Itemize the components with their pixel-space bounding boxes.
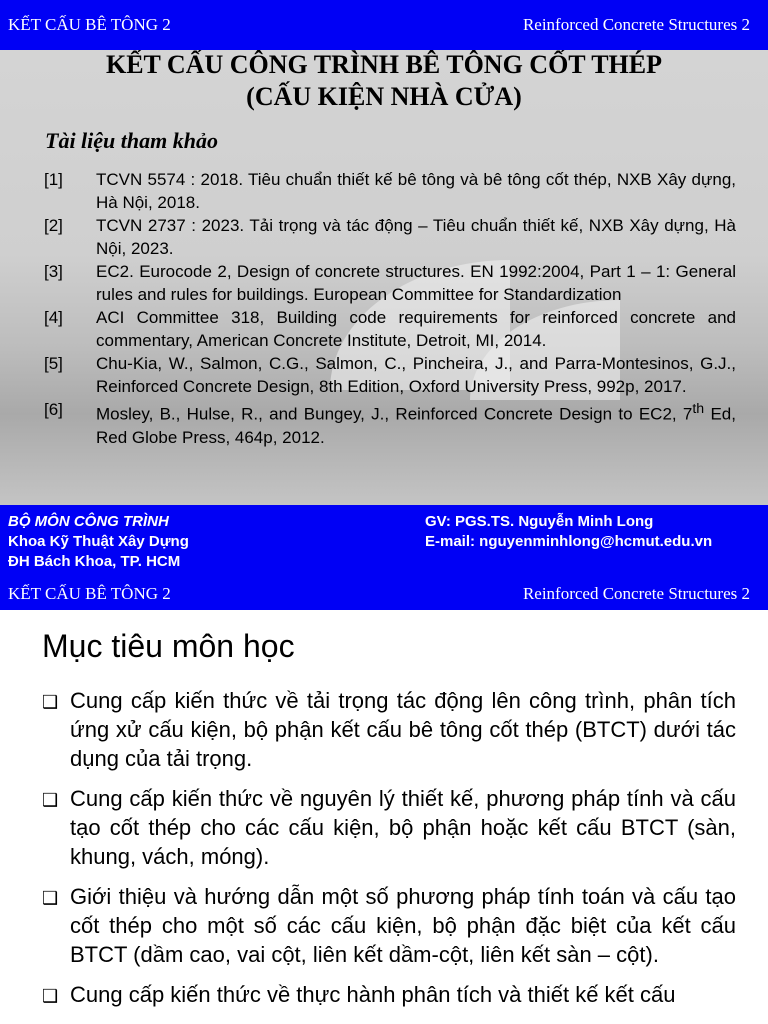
checkbox-bullet-icon: ❑ <box>42 986 59 1006</box>
reference-item <box>44 260 736 306</box>
department: BỘ MÔN CÔNG TRÌNH <box>8 513 169 530</box>
ref-text: ACI Committee 318, Building code requirements for reinforced concrete and commentary, American Concrete Institute, Detroit, MI, 2014. <box>96 308 736 350</box>
ref-number: [3] <box>44 262 63 281</box>
ref-text-part: Ed, Red Globe Press, 464p, 2012. <box>96 404 736 447</box>
ref-number: [1] <box>44 170 63 189</box>
slide-title: Mục tiêu môn học <box>42 628 295 664</box>
checkbox-bullet-icon: ❑ <box>42 692 59 712</box>
goal-text: Giới thiệu và hướng dẫn một số phương pháp tính toán và cấu tạo cốt thép cho một số các cấu kiện, bộ phận đặc biệt của kết cấu BTCT (dầm cao, vai cột, liên kết dầm-cột, liên kết sàn – cột). <box>70 884 736 967</box>
goal-text: Cung cấp kiến thức về nguyên lý thiết kế, phương pháp tính và cấu tạo cốt thép cho các cấu kiện, bộ phận hoặc kết cấu BTCT (sàn, khung, vách, móng). <box>70 786 736 869</box>
reference-item <box>44 168 736 214</box>
ref-number: [4] <box>44 308 63 327</box>
slide-references <box>0 50 768 505</box>
university: ĐH Bách Khoa, TP. HCM <box>8 553 181 570</box>
course-title-en: Reinforced Concrete Structures 2 <box>522 15 750 34</box>
lecturer: GV: PGS.TS. Nguyễn Minh Long <box>425 513 654 530</box>
slide-subtitle: (CẤU KIỆN NHÀ CỬA) <box>246 82 522 111</box>
checkbox-bullet-icon: ❑ <box>42 888 59 908</box>
ref-text: Chu-Kia, W., Salmon, C.G., Salmon, C., Pincheira, J., and Parra-Montesinos, G.J., Reinforced Concrete Design, 8th Edition, Oxford University Press, 992p, 2017. <box>96 354 736 396</box>
reference-item <box>44 214 736 260</box>
checkbox-bullet-icon: ❑ <box>42 790 59 810</box>
goal-item <box>42 980 736 1011</box>
ref-text <box>96 398 736 449</box>
ref-number: [2] <box>44 216 63 235</box>
goal-item <box>42 686 736 773</box>
goal-list <box>42 686 736 1022</box>
ref-number: [5] <box>44 354 63 373</box>
course-title-vn: KẾT CẤU BÊ TÔNG 2 <box>8 15 171 34</box>
ref-text: TCVN 2737 : 2023. Tải trọng và tác động – Tiêu chuẩn thiết kế, NXB Xây dựng, Hà Nội, 2023. <box>96 216 736 258</box>
faculty: Khoa Kỹ Thuật Xây Dựng <box>8 533 189 550</box>
ref-text-part: Mosley, B., Hulse, R., and Bungey, J., Reinforced Concrete Design to EC2, 7 <box>96 404 693 424</box>
slide-footer <box>0 505 768 578</box>
reference-list <box>44 168 736 449</box>
goal-text: Cung cấp kiến thức về thực hành phân tích và thiết kế kết cấu <box>70 982 676 1007</box>
ref-text: TCVN 5574 : 2018. Tiêu chuẩn thiết kế bê tông và bê tông cốt thép, NXB Xây dựng, Hà Nội, 2018. <box>96 170 736 212</box>
slide-header <box>0 578 768 610</box>
goal-item <box>42 784 736 871</box>
slide-header <box>0 0 768 50</box>
email: E-mail: nguyenminhlong@hcmut.edu.vn <box>425 533 713 550</box>
slide-title: KẾT CẤU CÔNG TRÌNH BÊ TÔNG CỐT THÉP <box>105 50 662 79</box>
course-title-vn: KẾT CẤU BÊ TÔNG 2 <box>8 584 171 603</box>
reference-item <box>44 352 736 398</box>
goal-text: Cung cấp kiến thức về tải trọng tác động lên công trình, phân tích ứng xử cấu kiện, bộ phận kết cấu bê tông cốt thép (BTCT) dưới tác dụng của tải trọng. <box>70 688 736 771</box>
goal-item <box>42 882 736 969</box>
references-heading: Tài liệu tham khảo <box>45 128 218 153</box>
ref-superscript: th <box>692 401 705 417</box>
course-title-en: Reinforced Concrete Structures 2 <box>522 584 750 603</box>
reference-item <box>44 306 736 352</box>
ref-number: [6] <box>44 400 63 419</box>
reference-item <box>44 398 736 449</box>
ref-text: EC2. Eurocode 2, Design of concrete structures. EN 1992:2004, Part 1 – 1: General rules and rules for buildings. European Committee for Standardization <box>96 262 736 304</box>
